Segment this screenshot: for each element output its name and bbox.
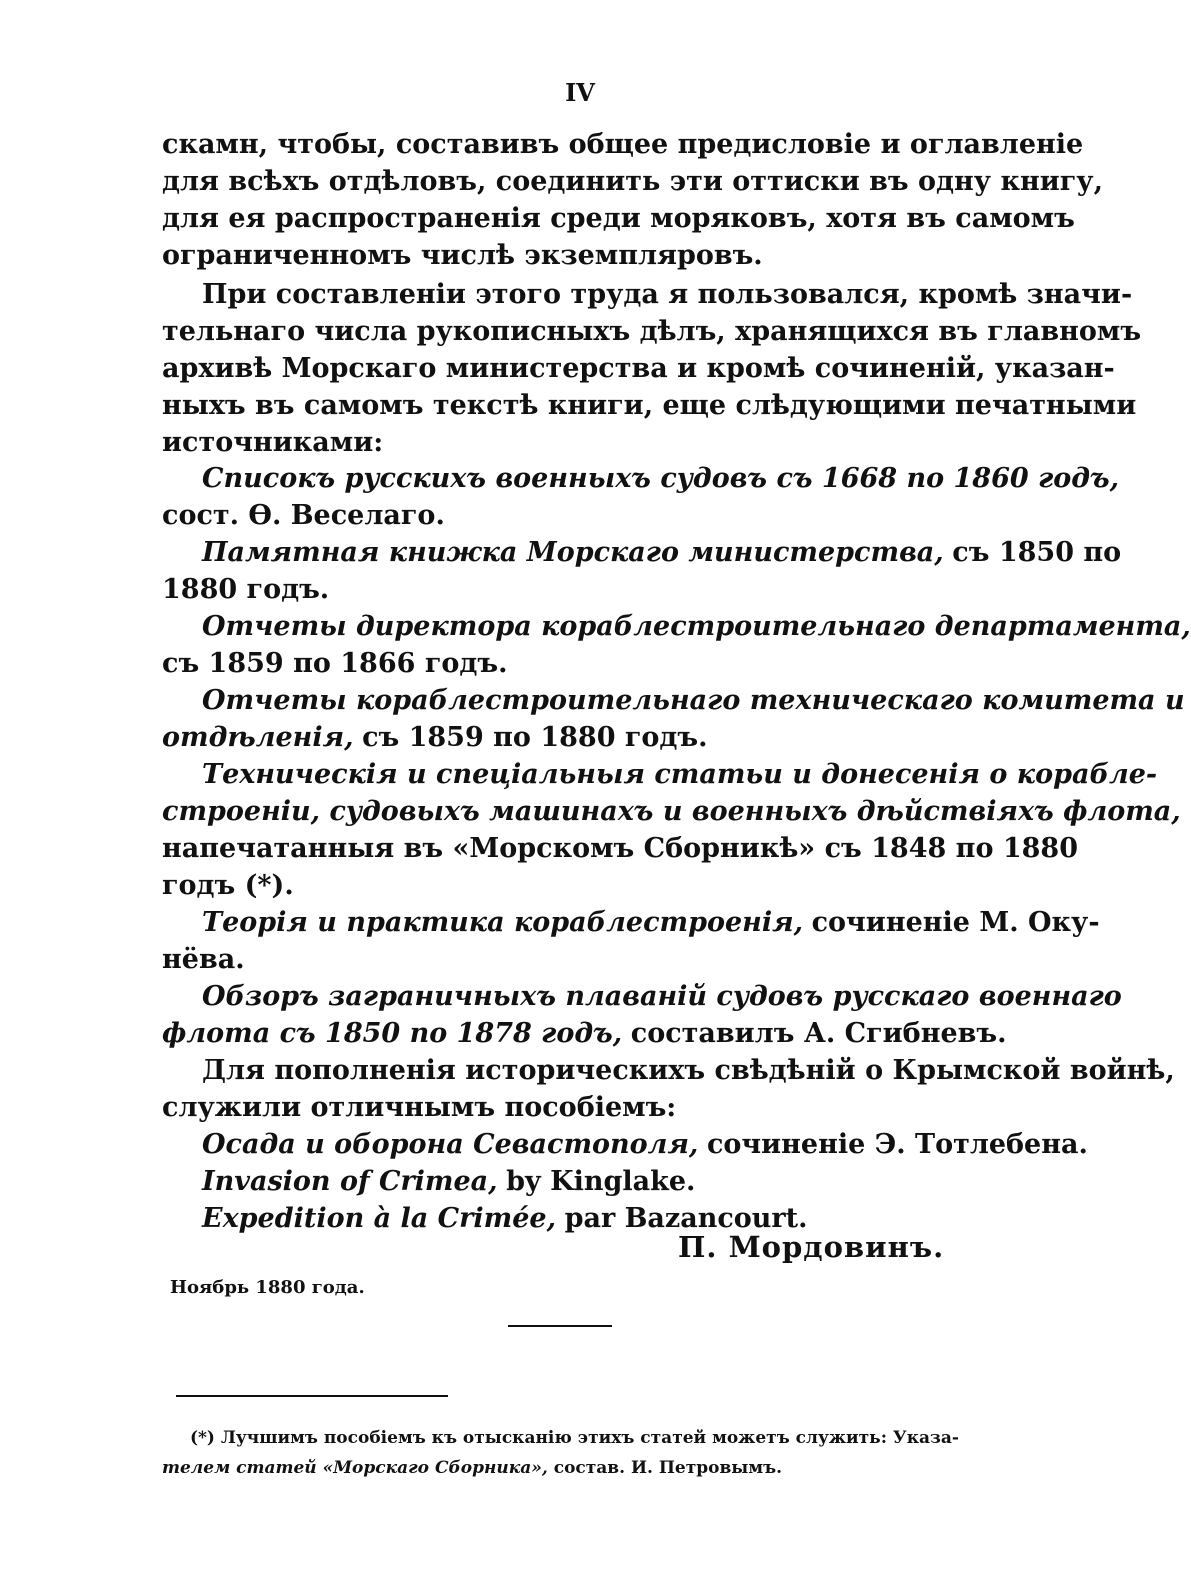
source-detail: съ 1859 по 1866 годъ. xyxy=(162,648,508,679)
source-title: строеніи, судовыхъ машинахъ и военныхъ дѣйствіяхъ флота, xyxy=(162,796,1181,827)
source-entry xyxy=(162,721,988,755)
source-title: Памятная книжка Морскаго министерства, xyxy=(202,537,944,568)
source-entry xyxy=(162,1017,1007,1051)
text-line: ныхъ въ самомъ текстѣ книги, еще слѣдующими печатными xyxy=(162,390,1137,421)
text-line: архивѣ Морскаго министерства и кромѣ сочиненій, указан- xyxy=(162,353,1115,384)
source-detail: par Bazancourt. xyxy=(564,1203,808,1234)
source-title: Обзоръ заграничныхъ плаваній судовъ русскаго военнаго xyxy=(202,981,1122,1012)
text-line: служили отличнымъ пособіемъ: xyxy=(162,1092,677,1123)
footnote-detail: состав. И. Петровымъ. xyxy=(553,1458,783,1478)
source-entry xyxy=(202,536,1122,570)
source-detail: by Kinglake. xyxy=(506,1166,696,1197)
footnote-rule xyxy=(176,1395,448,1397)
section-divider xyxy=(508,1325,612,1327)
text-line: для ея распространенія среди моряковъ, хотя въ самомъ xyxy=(162,203,1075,234)
source-title: Отчеты директора кораблестроительнаго департамента, xyxy=(202,611,1191,642)
text-line: источниками: xyxy=(162,427,384,458)
source-detail: годъ (*). xyxy=(162,870,294,901)
source-detail: напечатанныя въ «Морскомъ Сборникѣ» съ 1848 по 1880 xyxy=(162,833,1078,864)
text-line: Для пополненія историческихъ свѣдѣній о Крымской войнѣ, xyxy=(202,1055,1175,1086)
source-entry xyxy=(202,1165,988,1199)
footnote-citation: телем статей «Морскаго Сборника», xyxy=(162,1458,548,1478)
source-detail: сочиненіе Э. Тотлебена. xyxy=(706,1129,1088,1160)
author-signature: П. Мордовинъ. xyxy=(678,1230,945,1264)
source-title: Expedition à la Crimée, xyxy=(202,1203,556,1234)
source-detail: съ 1850 по xyxy=(952,537,1122,568)
source-title: Списокъ русскихъ военныхъ судовъ съ 1668 по 1860 годъ, xyxy=(202,463,1120,494)
source-title: флота съ 1850 по 1878 годъ, xyxy=(162,1018,623,1049)
source-entry xyxy=(202,1128,1088,1162)
source-title: Теорія и практика кораблестроенія, xyxy=(202,907,803,938)
source-detail: нёва. xyxy=(162,944,245,975)
source-detail: съ 1859 по 1880 годъ. xyxy=(362,722,708,753)
source-detail: составилъ А. Сгибневъ. xyxy=(630,1018,1007,1049)
text-line: ограниченномъ числѣ экземпляровъ. xyxy=(162,240,763,271)
source-title: Отчеты кораблестроительнаго техническаго комитета и xyxy=(202,685,1185,716)
footnote-line xyxy=(162,1456,930,1480)
text-line: тельнаго числа рукописныхъ дѣлъ, хранящихся въ главномъ xyxy=(162,316,1142,347)
footnote-line: (*) Лучшимъ пособіемъ къ отысканію этихъ статей можетъ служить: Указа- xyxy=(190,1428,959,1448)
text-line: скамн, чтобы, составивъ общее предисловіе и оглавленіе xyxy=(162,129,1084,160)
source-title: отдѣленія, xyxy=(162,722,354,753)
source-title: Техническія и спеціальныя статьи и донесенія о корабле- xyxy=(202,759,1158,790)
source-title: Invasion of Crimea, xyxy=(202,1166,498,1197)
source-entry xyxy=(202,906,1100,940)
text-line: При составленіи этого труда я пользовался, кромѣ значи- xyxy=(202,279,1133,310)
text-line: для всѣхъ отдѣловъ, соединить эти оттиски въ одну книгу, xyxy=(162,166,1103,197)
source-title: Осада и оборона Севастополя, xyxy=(202,1129,699,1160)
date-line: Ноябрь 1880 года. xyxy=(170,1277,365,1298)
source-detail: сост. Ѳ. Веселаго. xyxy=(162,500,445,531)
source-detail: 1880 годъ. xyxy=(162,574,330,605)
source-detail: сочиненіе М. Оку- xyxy=(811,907,1100,938)
page-number: IV xyxy=(565,78,595,107)
